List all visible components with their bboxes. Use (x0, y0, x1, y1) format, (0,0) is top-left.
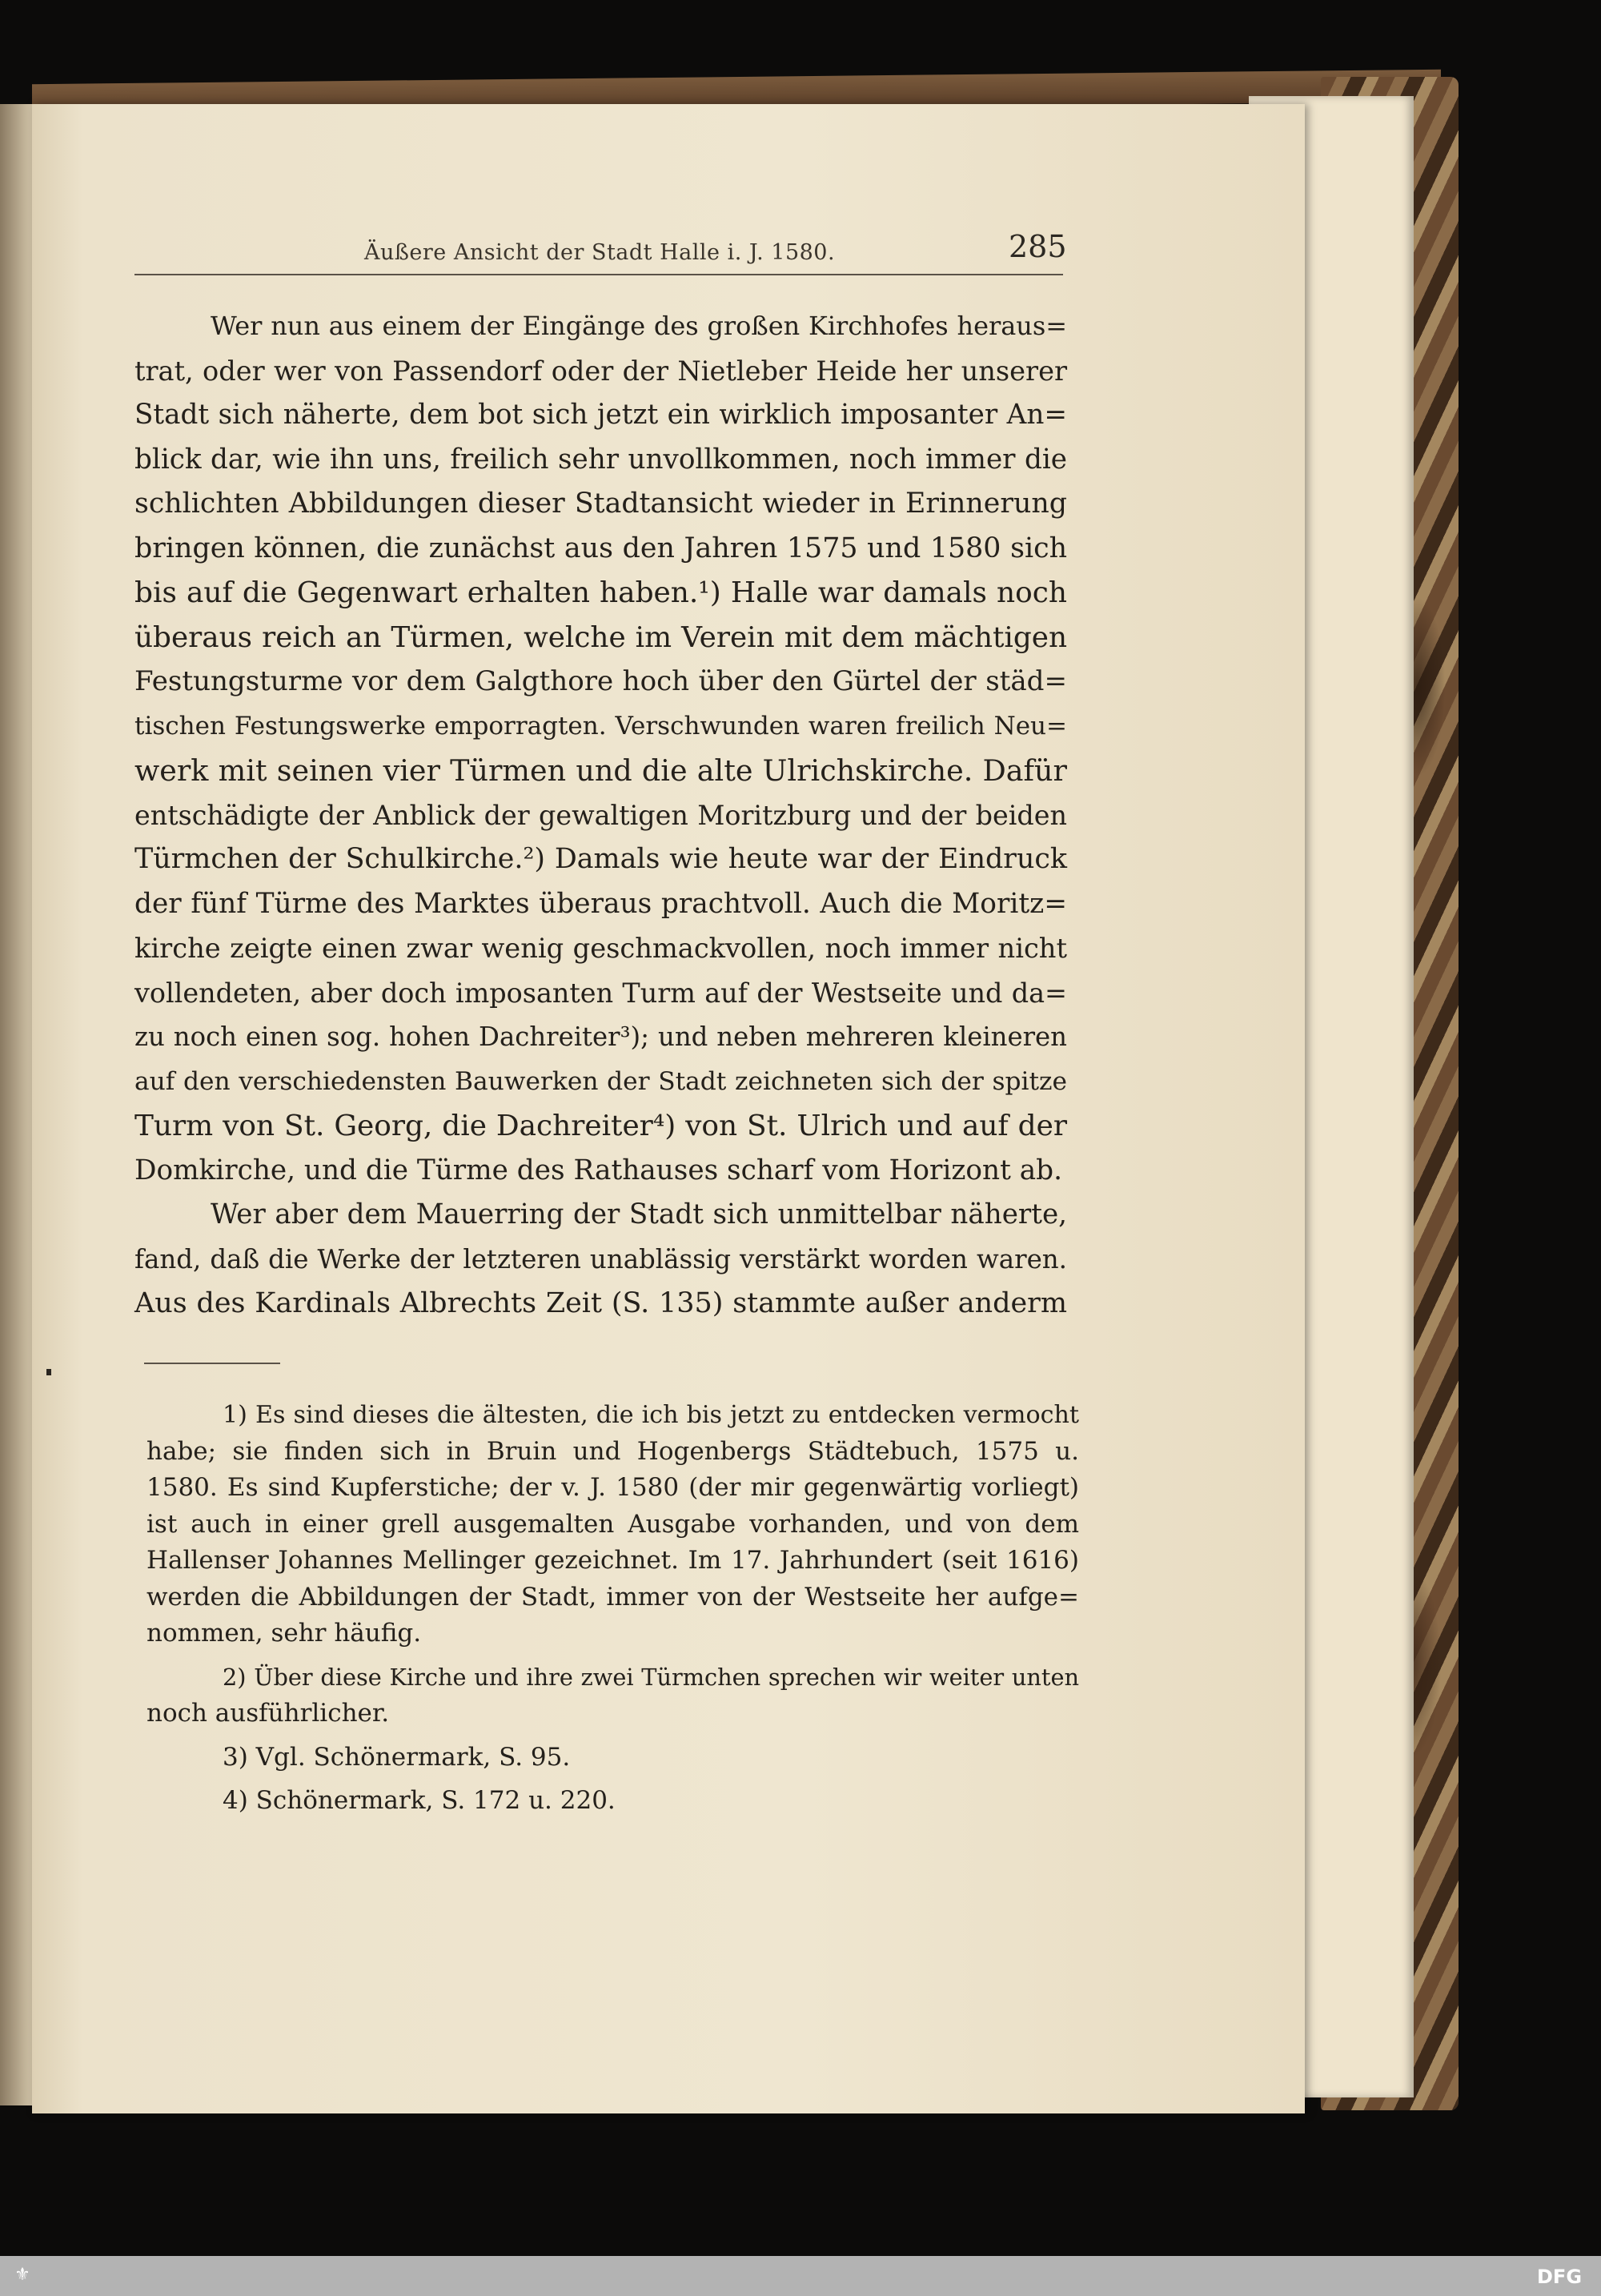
footnote-line: 2) Über diese Kirche und ihre zwei Türmchen sprechen wir weiter unten (223, 1663, 1079, 1691)
body-line: blick dar, wie ihn uns, freilich sehr unvollkommen, noch immer die (134, 443, 1067, 476)
body-line: der fünf Türme des Marktes überaus prachtvoll. Auch die Moritz= (134, 887, 1067, 920)
viewer-footer-bar (0, 2256, 1601, 2296)
footnote-rule (144, 1363, 280, 1364)
body-line: kirche zeigte einen zwar wenig geschmackvollen, noch immer nicht (134, 933, 1067, 964)
footnote-line: habe; sie finden sich in Bruin und Hogenbergs Städtebuch, 1575 u. (146, 1436, 1079, 1466)
footnote-line: 4) Schönermark, S. 172 u. 220. (223, 1786, 616, 1815)
body-line: auf den verschiedensten Bauwerken der Stadt zeichneten sich der spitze (134, 1066, 1067, 1096)
footnote-line: werden die Abbildungen der Stadt, immer von der Westseite her aufge= (146, 1582, 1079, 1612)
body-line: überaus reich an Türmen, welche im Verein mit dem mächtigen (134, 620, 1067, 654)
body-line: bis auf die Gegenwart erhalten haben.¹) Halle war damals noch (134, 576, 1067, 609)
body-line: werk mit seinen vier Türmen und die alte Ulrichskirche. Dafür (134, 753, 1067, 788)
footnote-line: nommen, sehr häufig. (146, 1619, 422, 1648)
body-line: zu noch einen sog. hohen Dachreiter³); und neben mehreren kleineren (134, 1022, 1067, 1052)
header-rule (134, 274, 1063, 275)
footnote-gap (146, 1652, 1079, 1660)
body-line: trat, oder wer von Passendorf oder der Nietleber Heide her unserer (134, 355, 1067, 387)
footnote-line: 1580. Es sind Kupferstiche; der v. J. 1580 (der mir gegenwärtig vorliegt) (146, 1473, 1079, 1502)
body-line: entschädigte der Anblick der gewaltigen Moritzburg und der beiden (134, 799, 1067, 831)
body-line: schlichten Abbildungen dieser Stadtansicht wieder in Erinnerung (134, 488, 1067, 520)
footnote-line: noch ausführlicher. (146, 1699, 390, 1728)
body-text (134, 304, 1067, 1327)
footnote-gap (146, 1732, 1079, 1740)
body-line: vollendeten, aber doch imposanten Turm auf der Westseite und da= (134, 977, 1067, 1009)
body-line: Stadt sich näherte, dem bot sich jetzt ein wirklich imposanter An= (134, 399, 1067, 431)
body-line: tischen Festungswerke emporragten. Verschwunden waren freilich Neu= (134, 711, 1067, 741)
body-line: bringen können, die zunächst aus den Jahren 1575 und 1580 sich (134, 532, 1067, 564)
footnote-gap (146, 1776, 1079, 1783)
footnote-line: 3) Vgl. Schönermark, S. 95. (223, 1742, 571, 1772)
body-line: Domkirche, und die Türme des Rathauses scharf vom Horizont ab. (134, 1154, 1062, 1186)
body-line: fand, daß die Werke der letzteren unablässig verstärkt worden waren. (134, 1243, 1067, 1274)
page-number: 285 (1009, 229, 1067, 264)
dfg-logo: DFG (1537, 2266, 1583, 2288)
margin-mark (46, 1369, 51, 1375)
body-line: Festungsturme vor dem Galgthore hoch über den Gürtel der städ= (134, 665, 1067, 697)
body-line: Wer nun aus einem der Eingänge des großen Kirchhofes heraus= (211, 311, 1067, 341)
footnote-line: 1) Es sind dieses die ältesten, die ich bis jetzt zu entdecken vermocht (223, 1401, 1079, 1429)
left-page-edge (0, 104, 35, 2105)
footnote-line: ist auch in einer grell ausgemalten Ausgabe vorhanden, und von dem (146, 1509, 1079, 1539)
footnote-line: Hallenser Johannes Mellinger gezeichnet. Im 17. Jahrhundert (seit 1616) (146, 1546, 1079, 1575)
body-line: Wer aber dem Mauerring der Stadt sich unmittelbar näherte, (211, 1198, 1067, 1230)
library-seal-icon: ⚜ (14, 2265, 30, 2285)
footnotes (146, 1397, 1079, 1820)
running-head: Äußere Ansicht der Stadt Halle i. J. 1580. (364, 240, 836, 265)
body-line: Turm von St. Georg, die Dachreiter⁴) von St. Ulrich und auf der (134, 1110, 1067, 1142)
body-line: Türmchen der Schulkirche.²) Damals wie heute war der Eindruck (134, 843, 1067, 875)
body-line: Aus des Kardinals Albrechts Zeit (S. 135) stammte außer anderm (134, 1287, 1067, 1319)
